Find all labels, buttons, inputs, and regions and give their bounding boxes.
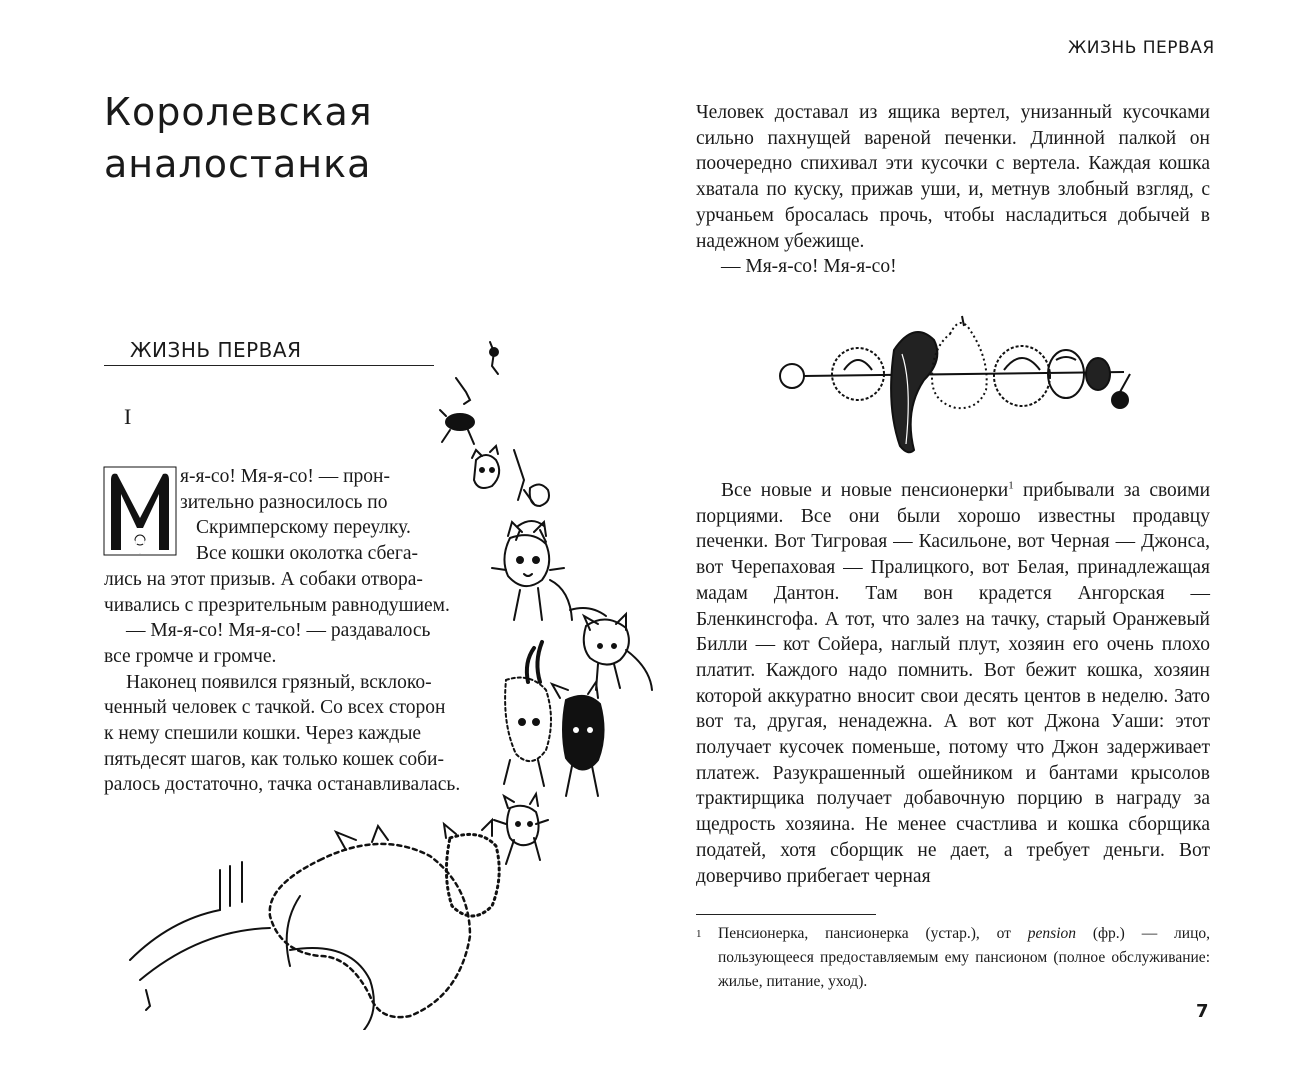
text-line: пятьдесят шагов, как только кошек соби- [104, 748, 444, 770]
text-line: все громче и громче. [104, 645, 277, 667]
text-line: чивались с презрительным равнодушием. [104, 594, 450, 616]
paragraph: Человек доставал из ящика вертел, унизанный кусочками сильно пахнущей вареной печенки. Длинной палкой он поочередно спихивал эти кусочки с вертела. Каждая кошка хватала по куску, прижав уши, и, метнув злобный взгляд, с урчаньем бросалась прочь, чтобы насладиться добычей в надежном убежище. [696, 102, 1210, 252]
text-line: я-я-со! Мя-я-со! — прон- [180, 466, 390, 487]
paragraph-start: Все новые и новые пенсионерки [721, 480, 1009, 501]
footnote-text-part: (фр.) — лицо, пользующееся предоставляемым ему пансионом (полное обслуживание: жилье, питание, уход). [718, 925, 1210, 990]
chapter-title-line2: аналостанка [104, 142, 372, 186]
chapter-title [104, 86, 373, 190]
paragraph [696, 478, 1210, 889]
right-column-text-bottom [696, 478, 1210, 889]
footnote-mark: 1 [696, 928, 702, 940]
page-number: 7 [1196, 1001, 1209, 1022]
paragraph: — Мя-я-со! Мя-я-со! [721, 256, 897, 278]
footnote-text-part: Пенсионерка, пансионерка (устар.), от [718, 925, 1028, 942]
chapter-title-line1: Королевская [104, 90, 373, 134]
section-title: ЖИЗНЬ ПЕРВАЯ [130, 338, 302, 362]
right-column-text-top [696, 100, 1210, 280]
text-line: к нему спешили кошки. Через каждые [104, 723, 422, 745]
text-line: ченный человек с тачкой. Со всех сторон [104, 697, 446, 719]
liver-skewer-illustration [774, 310, 1144, 460]
text-line: Скримперскому переулку. [196, 517, 411, 539]
paragraph-rest: прибывали за своими порциями. Все они были хорошо известны продавцу печенки. Вот Тигровая — Касильоне, вот Черная — Джонса, вот Черепаховая — Пралицкого, вот Белая, принадлежащая мадам Дантон. Там вон крадется Ангорская — Бленкинсгофа. А тот, что залез на тачку, старый Оранжевый Билли — кот Сойера, наглый плут, хозяин его очень плохо платит. Каждого надо помнить. Вот бежит кошка, хозяин которой аккуратно вносит свои десять центов в неделю. Зато вот та, другая, ненадежна. А вот кот Джона Уаши: этот получает кусочек поменьше, потому что Джон задерживает платеж. Разукрашенный ошейником и бантами крысолов трактирщика получает добавочную порцию в награду за щедрость хозяина. Не менее счастлива и кошка сборщика податей, хотя сборщик не дает, а требует деньги. Вот доверчиво прибегает черная [696, 480, 1211, 887]
running-header: ЖИЗНЬ ПЕРВАЯ [1068, 38, 1215, 58]
footnote-rule [696, 914, 876, 915]
text-line: зительно разносилось по [180, 491, 388, 513]
text-line: — Мя-я-со! Мя-я-со! — раздавалось [126, 620, 431, 642]
cats-procession-illustration [110, 330, 670, 1030]
footnote [696, 922, 1210, 994]
footnote-reference[interactable]: 1 [1008, 479, 1014, 492]
drop-cap-letter: М [139, 554, 141, 555]
section-number: I [124, 404, 132, 429]
text-line: ралось достаточно, тачка останавливалась. [104, 774, 461, 796]
text-line: Все кошки околотка сбега- [196, 543, 419, 565]
text-line: Наконец появился грязный, всклоко- [126, 671, 432, 693]
footnote-text [718, 922, 1210, 994]
text-line: лись на этот призыв. А собаки отвора- [104, 568, 423, 590]
footnote-italic-term: pension [1027, 925, 1076, 942]
